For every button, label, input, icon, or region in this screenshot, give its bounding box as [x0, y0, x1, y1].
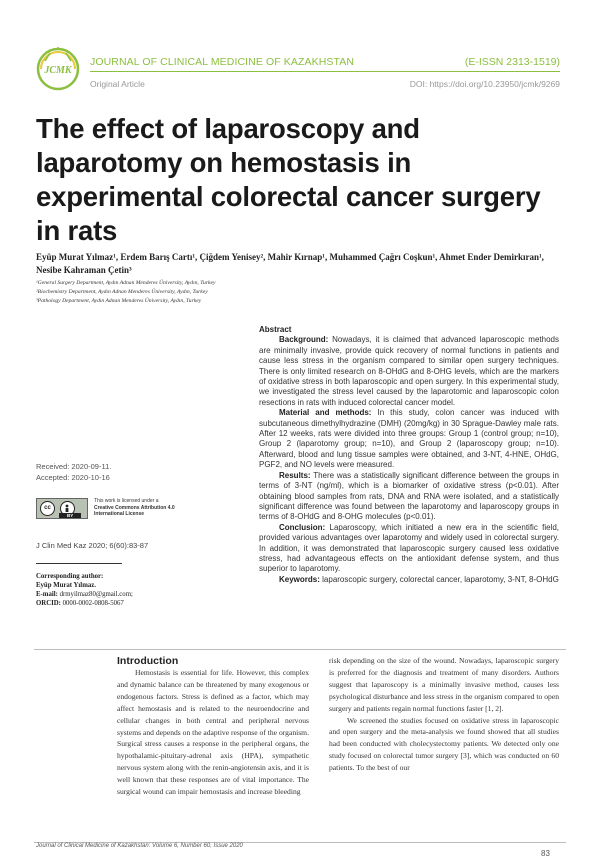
conclusion-label: Conclusion:: [279, 522, 326, 532]
methods-text: In this study, colon cancer was induced with subcutaneous dimethylhydrazine (DMH) (20mg/kg) in 30 Sprague-Dawley male rats. After 12 weeks, rats were divided into three groups: Group 1 (control group; n=10), Group 2 (laparotomy group; n=10), and Group 2 (laparoscopy group; n=10). Afterward, blood and lung tissue samples were obtained, and 3-NT, 4-HNE, OHdG, PGF2, and NO levels were measured.: [259, 408, 559, 470]
corr-divider: [36, 563, 122, 564]
affiliation-1: ¹General Surgery Department, Aydın Adnan Menderes Üniversity, Aydın, Turkey: [36, 280, 216, 286]
keywords-text: laparoscopic surgery, colorectal cancer, laparotomy, 3-NT, 8-OHdG: [322, 574, 559, 584]
intro-heading: Introduction: [117, 655, 179, 667]
intro-paragraph: Hemostasis is essential for life. However, this complex and dynamic balance can be threatened by many exogenous or endogenous factors. Stress is defined as a factor, which may affect hemostasis and is related to the neuroendocrine and cellular changes in both central and peripheral nervous systems and depends on the adaptive response of the organism. Surgical stress causes a response in the peripheral organs, the hypothalamic-pituitary-adrenal axis (HPA), sympathetic nervous system along with the renin-angiotensin axis, and it is well known that these responses are of vital importance. The surgical wound can impair hemostasis and increase bleeding: [117, 668, 309, 797]
keywords-label: Keywords:: [279, 574, 320, 584]
background-label: Background:: [279, 335, 329, 345]
abstract: [259, 325, 559, 585]
header-divider: [90, 71, 560, 72]
intro-column-right: [329, 655, 559, 774]
results-label: Results:: [279, 470, 311, 480]
affiliation-2: ²Biochemistry Department, Aydın Adnan Menderes Üniversity, Aydın, Turkey: [36, 289, 208, 295]
abstract-keywords: [259, 575, 559, 585]
abstract-heading: Abstract: [259, 325, 292, 334]
abstract-background: [259, 335, 559, 408]
cc-license-badge[interactable]: [36, 498, 88, 519]
orcid-label: ORCID:: [36, 600, 61, 607]
affiliation-3: ³Pathology Department, Aydın Adnan Menderes Üniversity, Aydın, Turkey: [36, 298, 202, 304]
methods-label: Material and methods:: [279, 408, 372, 418]
dates: [36, 461, 111, 483]
corr-name: Eyüp Murat Yılmaz.: [36, 582, 96, 589]
cc-icon: cc: [40, 501, 55, 516]
intro-column-left: [117, 667, 309, 798]
background-text: Nowadays, it is claimed that advanced laparoscopic methods are minimally invasive, provide quick recovery of normal functions in patients and cause less stress in the organism compared to similar open surgery techniques. There is only limited research on 8-OHdG and 8-OHG levels, which are the markers of oxidative stress in both laparoscopic and open surgery. In this experimental study, we investigated the stress level caused by the laparotomic and laparoscopic colon resections in rats with induced colorectal cancer model.: [259, 335, 559, 407]
journal-name: JOURNAL OF CLINICAL MEDICINE OF KAZAKHSTAN: [90, 56, 355, 68]
license-text: [94, 498, 234, 518]
conclusion-text: Laparoscopy, which initiated a new era in the scientific field, provided various advantages over laparotomy and widely used in colorectal surgery. In addition, it was demonstrated that laparoscopic surgery caused less oxidative stress, had advantageous effects on the antioxidant defense system, and thus superior to laparotomy.: [259, 522, 559, 574]
corr-label: Corresponding author:: [36, 573, 104, 580]
issn: (E-ISSN 2313-1519): [464, 56, 560, 68]
orcid-id[interactable]: 0000-0002-0808-5067: [62, 600, 124, 607]
article-title: The effect of laparoscopy and laparotomy on hemostasis in experimental colorectal cancer surgery in rats: [36, 113, 541, 246]
footer-journal-line: Journal of Clinical Medicine of Kazakhstan: Volume 6, Number 60, Issue 2020: [36, 843, 243, 849]
received-date: Received: 2020-09-11.: [36, 462, 112, 471]
journal-logo: [36, 47, 80, 91]
cc-by-label: BY: [59, 513, 81, 518]
logo-text: JCMK: [44, 65, 72, 76]
doi-link[interactable]: DOI: https://doi.org/10.23950/jcmk/9269: [409, 79, 560, 89]
abstract-results: [259, 471, 559, 523]
email-label: E-mail:: [36, 591, 58, 598]
license-line: This work is licensed under a: [94, 498, 159, 504]
citation: J Clin Med Kaz 2020; 6(60):83-87: [36, 541, 149, 550]
results-text: There was a statistically significant difference between the groups in terms of 3-NT (ng/ml), which is a biomarker of oxidative stress (p<0.01). After obtaining blood samples from rats, DNA and RNA were isolated, and a statistically significant difference was found between the laparotomy and laparoscopy groups in terms of 8-OHdG and 8-OHG molecules (p<0.01).: [259, 470, 560, 522]
accepted-date: Accepted: 2020-10-16: [36, 473, 110, 482]
intro-paragraph: risk depending on the size of the wound. Nowadays, laparoscopic surgery is preferred for the diagnosis and treatment of many disorders. Authors suggest that laparoscopy is a minimally invasive method, causes less psychological disturbance and less stress in the organism compared to open surgery and patients regain normal functions faster [1, 2].: [329, 656, 559, 713]
page-number: 83: [541, 849, 550, 858]
author-list: Eyüp Murat Yılmaz¹, Erdem Barış Cartı¹, Çiğdem Yenisey², Mahir Kırnap¹, Muhammed Çağrı Coşkun¹, Ahmet Ender Demirkıran¹, Nesibe Kahraman Çetin³: [36, 252, 544, 275]
license-link[interactable]: Creative Commons Attribution 4.0: [94, 504, 175, 511]
section-divider: [34, 649, 566, 650]
affiliations: [36, 279, 436, 306]
license-link-2[interactable]: International License: [94, 511, 145, 517]
intro-paragraph: We screened the studies focused on oxidative stress in laparoscopic and open surgery and the meta-analysis we found showed that all studies had been conducted with cholecystectomy patients. We detected only one study focused on colorectal tumor surgery [3], which was conducted on 60 patients. To the best of our: [329, 715, 559, 773]
abstract-conclusion: [259, 523, 559, 575]
article-type: Original Article: [90, 79, 145, 89]
corresponding-author: [36, 572, 226, 608]
email-link[interactable]: drmyilmaz80@gmail.com;: [59, 591, 133, 598]
abstract-methods: [259, 408, 559, 470]
